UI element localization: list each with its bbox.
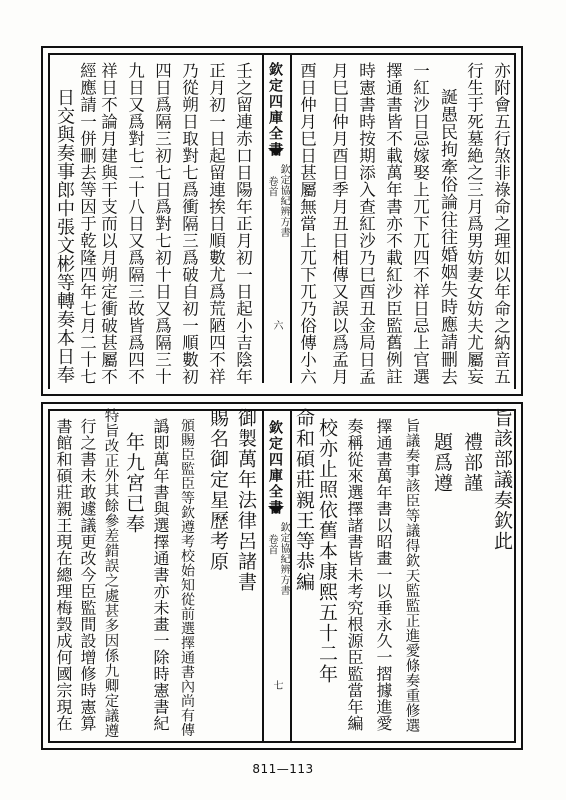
upper-plate-title: 欽定四庫全書	[267, 62, 283, 158]
lower-inner-right-rule	[514, 409, 516, 743]
lower-left-column-8: 行之書未敢遽議更改今臣監間設增修時憲算	[78, 418, 97, 732]
lower-column-4: 旨議奏事該臣等議得欽天監監正進愛條奏重修選	[403, 418, 420, 733]
upper-column-9: 壬之留連赤口日陽年正月初一日起小吉陰年	[233, 62, 253, 385]
lower-plate-leaf-number: 七	[271, 680, 282, 691]
lower-left-column-6: 年九宮已奉	[123, 432, 145, 535]
upper-column-5: 擇通書皆不載萬年書亦不載紅沙臣監舊例註	[383, 62, 403, 385]
upper-column-8: 酉日仲月巳日甚屬無當上兀下兀乃俗傳小六	[297, 62, 317, 385]
upper-plate-left-rule	[262, 53, 264, 383]
upper-column-14: 祥日不論月建與干支而以月朔定衝破甚屬不	[98, 62, 118, 385]
lower-plate-book-title: 欽定協紀辨方書	[278, 522, 289, 596]
lower-left-column-7: 特旨改正外其餘參差錯誤之處甚多因係九卿定議遵	[102, 408, 119, 738]
lower-column-3: 題爲遵	[431, 432, 453, 494]
upper-plate-right-rule	[290, 53, 292, 383]
lower-plate-left-rule	[262, 409, 264, 741]
lower-column-7: 校亦止照依舊本康熙五十二年	[316, 418, 338, 685]
upper-column-4: 一紅沙日忌嫁娶上兀下兀四不祥日忌上官選	[410, 62, 430, 385]
lower-plate-title: 欽定四庫全書	[267, 420, 283, 516]
lower-left-column-3: 賜名御定星歷考原	[207, 408, 229, 572]
upper-column-11: 乃從朔日取對七爲衝隔三爲破自初一順數初	[179, 62, 199, 385]
lower-inner-left-rule	[48, 409, 50, 743]
upper-plate-juan: 卷首	[266, 176, 277, 197]
upper-column-1: 亦附會五行煞非祿命之理如以年命之納音五	[491, 62, 511, 385]
upper-column-2: 行生于死墓絶之三月爲男妨妻女妨夫尤屬妄	[464, 62, 484, 385]
upper-column-12: 四日爲隔三初七日爲對七初十日又爲隔三十	[152, 62, 172, 385]
upper-column-16: 日交與奏事郎中張文彬等轉奏本日奉	[54, 88, 75, 384]
upper-plate-book-title: 欽定協紀辨方書	[278, 164, 289, 238]
upper-inner-right-rule	[514, 53, 516, 389]
page-number: 811—113	[252, 762, 314, 776]
upper-column-6: 時憲書時按期添入查紅沙乃巳酉丑金局日孟	[356, 62, 376, 385]
upper-column-10: 正月初一日起留連挨日順數尤爲荒陋四不祥	[206, 62, 226, 385]
lower-fishtail-icon	[268, 506, 284, 514]
lower-plate-juan: 卷首	[266, 534, 277, 555]
upper-inner-left-rule	[48, 53, 50, 389]
lower-plate-right-rule	[290, 409, 292, 741]
lower-left-column-9: 書館和碩莊親王現在總理梅瑴成何國宗現在	[54, 418, 73, 732]
upper-column-3: 誕愚民拘牽俗論往往婚姻失時應請刪去	[437, 88, 457, 386]
lower-column-6: 奏稱從來選擇諸書皆未考究根源臣監當年編	[345, 418, 364, 732]
lower-left-column-1: 命和碩莊親王等恭編	[293, 408, 315, 593]
upper-column-13: 九日又爲對七二十八日又爲隔三故皆爲四不	[125, 62, 145, 385]
lower-left-column-2: 御製萬年法律呂諸書	[235, 408, 257, 593]
lower-column-5: 擇通書萬年書以昭畫一以垂永久一摺據進愛	[374, 418, 393, 732]
lower-left-column-4: 頒賜臣監臣等欽遵考校始知從前選擇通書內尚有傳	[179, 418, 195, 737]
upper-column-15: 經應請一併刪去等因于乾隆四年七月二十七	[77, 62, 97, 385]
lower-left-column-5: 譌即萬年書與選擇通書亦未畫一除時憲書紀	[151, 418, 170, 732]
upper-column-7: 月巳日仲月酉日季月丑日相傳又誤以爲孟月	[329, 62, 349, 385]
upper-fishtail-icon	[268, 148, 284, 156]
lower-column-1: 旨該部議奏欽此	[491, 408, 513, 552]
lower-column-2: 禮部謹	[461, 432, 483, 494]
upper-inner-top-rule	[48, 53, 516, 55]
upper-plate-leaf-number: 六	[271, 320, 282, 331]
lower-inner-bottom-rule	[48, 741, 516, 743]
